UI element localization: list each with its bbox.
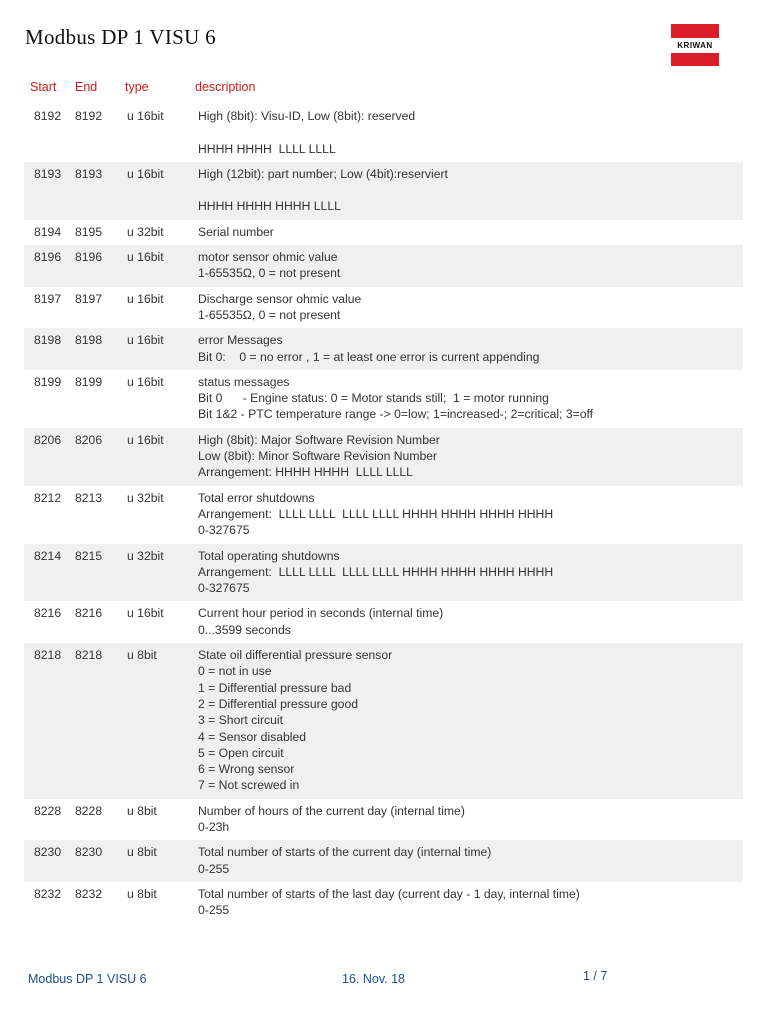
column-header-end: End [75,80,98,94]
cell-type: u 8bit [127,886,157,901]
cell-description: Total operating shutdowns Arrangement: LLLL LLLL LLLL LLLL HHHH HHHH HHHH HHHH 0-327675 [198,548,554,596]
cell-type: u 16bit [127,333,164,348]
cell-type: u 32bit [127,224,164,239]
kriwan-logo [671,24,719,66]
cell-end: 8192 [75,109,103,123]
cell-type: u 32bit [127,548,164,563]
column-header-type: type [125,80,149,94]
table-row [24,486,743,544]
document-title: Modbus DP 1 VISU 6 [25,25,216,49]
cell-description: Number of hours of the current day (internal time) 0-23h [198,803,465,834]
cell-end: 8213 [75,490,103,505]
cell-type: u 8bit [127,648,157,663]
cell-description: State oil differential pressure sensor 0 = not in use 1 = Differential pressure bad 2 = Differential pressure good 3 = Short circuit 4 = Sensor disabled 5 = Open circuit 6 = Wrong sensor 7 = Not screwed in [198,648,393,793]
table-row [24,643,743,799]
cell-start: 8212 [34,490,62,505]
cell-description: High (8bit): Major Software Revision Number Low (8bit): Minor Software Revision Number Arrangement: HHHH HHHH LLLL LLLL [198,432,440,480]
footer-page-number: 1 / 7 [583,969,608,983]
cell-end: 8230 [75,845,103,860]
footer-document-name: Modbus DP 1 VISU 6 [28,972,147,986]
cell-start: 8218 [34,648,62,663]
table-row [24,428,743,486]
cell-start: 8197 [34,291,62,306]
cell-end: 8196 [75,250,103,265]
cell-type: u 16bit [127,606,164,621]
cell-end: 8198 [75,333,103,348]
cell-description: Total error shutdowns Arrangement: LLLL LLLL LLLL LLLL HHHH HHHH HHHH HHHH 0-327675 [198,490,554,538]
table-row [24,245,743,287]
cell-start: 8196 [34,250,62,265]
cell-end: 8216 [75,606,103,621]
cell-start: 8192 [34,109,62,123]
table-row [24,328,743,370]
logo-bar-bottom [671,53,719,66]
cell-type: u 8bit [127,803,157,818]
column-header-description: description [195,80,256,94]
cell-start: 8194 [34,224,62,239]
cell-start: 8198 [34,333,62,348]
cell-end: 8206 [75,432,103,447]
cell-type: u 16bit [127,166,164,181]
cell-description: High (8bit): Visu-ID, Low (8bit): reserved HHHH HHHH LLLL LLLL [198,109,416,156]
table-row [24,104,743,162]
logo-bar-top [671,24,719,38]
table-row [24,840,743,882]
table-row [24,882,743,924]
cell-start: 8230 [34,845,62,860]
cell-end: 8228 [75,803,103,818]
cell-end: 8195 [75,224,103,239]
table-row [24,601,743,643]
cell-description: Discharge sensor ohmic value 1-65535Ω, 0 = not present [198,291,362,322]
cell-start: 8228 [34,803,62,818]
cell-end: 8215 [75,548,103,563]
cell-description: Current hour period in seconds (internal time) 0...3599 seconds [198,606,444,637]
cell-description: status messages Bit 0 - Engine status: 0 = Motor stands still; 1 = motor running Bit 1&2 - PTC temperature range -> 0=low; 1=increased-; 2=critical; 3=off [198,374,594,422]
cell-type: u 16bit [127,432,164,447]
cell-description: Serial number [198,224,274,239]
cell-type: u 16bit [127,291,164,306]
table-row [24,799,743,841]
cell-end: 8199 [75,374,103,389]
cell-start: 8193 [34,166,62,181]
cell-description: motor sensor ohmic value 1-65535Ω, 0 = not present [198,250,341,281]
cell-start: 8232 [34,886,62,901]
cell-start: 8199 [34,374,62,389]
column-header-start: Start [30,80,57,94]
register-table [24,104,743,923]
cell-start: 8214 [34,548,62,563]
cell-description: High (12bit): part number; Low (4bit):reserviert HHHH HHHH HHHH LLLL [198,166,448,214]
cell-end: 8197 [75,291,103,306]
cell-type: u 16bit [127,374,164,389]
footer-date: 16. Nov. 18 [342,972,406,986]
cell-end: 8193 [75,166,103,181]
cell-end: 8232 [75,886,103,901]
cell-type: u 8bit [127,845,157,860]
cell-type: u 16bit [127,109,164,123]
table-row [24,162,743,220]
cell-type: u 32bit [127,490,164,505]
table-row [24,370,743,428]
cell-description: error Messages Bit 0: 0 = no error , 1 = at least one error is current appending [198,333,540,364]
cell-type: u 16bit [127,250,164,265]
table-row [24,287,743,329]
cell-description: Total number of starts of the current day (internal time) 0-255 [198,845,492,876]
table-row [24,220,743,245]
table-row [24,544,743,602]
cell-start: 8216 [34,606,62,621]
logo-text: KRIWAN [677,41,713,50]
cell-description: Total number of starts of the last day (current day - 1 day, internal time) 0-255 [198,886,580,918]
cell-start: 8206 [34,432,62,447]
cell-end: 8218 [75,648,103,663]
